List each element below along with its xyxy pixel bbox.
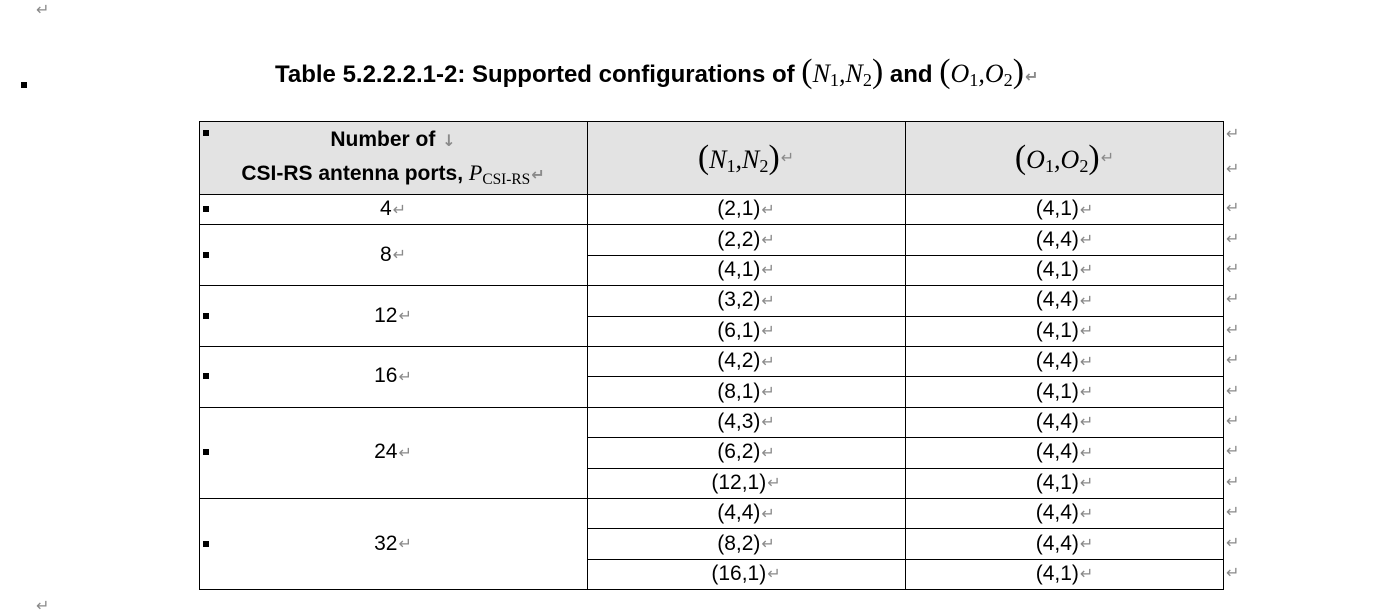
- o-pair-cell-text: (4,4): [1035, 288, 1079, 312]
- table-caption: [275, 52, 1038, 92]
- ports-cell: [199, 194, 587, 224]
- ports-cell: [199, 407, 587, 498]
- n-pair-cell-text: (4,2): [717, 349, 761, 373]
- paragraph-mark-icon: ↵: [761, 321, 775, 341]
- ports-cell: [199, 346, 587, 407]
- row-end-mark-icon: ↵: [1226, 350, 1240, 370]
- paragraph-mark-icon: ↵: [1079, 260, 1094, 280]
- row-end-mark-icon: ↵: [1226, 198, 1240, 218]
- paragraph-mark-icon: ↵: [398, 534, 412, 554]
- n-pair-cell-text: (16,1): [711, 561, 767, 585]
- o-pair-cell: [905, 376, 1224, 406]
- ports-cell-text: 12: [374, 303, 398, 327]
- o-pair-cell: [905, 285, 1224, 315]
- n-symbol: N: [845, 59, 863, 88]
- o-pair-formula: $(O_1,O_2)$: [939, 53, 1024, 90]
- row-bullet-icon: [203, 206, 209, 212]
- n-pair-cell-text: (8,1): [717, 379, 761, 403]
- table-column-rule: [905, 121, 906, 589]
- n-pair-cell: [587, 559, 905, 589]
- n1-subscript: 1: [829, 70, 839, 90]
- n-pair-cell-text: (6,2): [717, 440, 761, 464]
- paragraph-mark-icon: ↵: [761, 260, 775, 280]
- o-pair-cell-text: (4,1): [1035, 197, 1079, 221]
- o-pair-cell-text: (4,4): [1035, 227, 1079, 251]
- paragraph-mark-icon: ↵: [767, 564, 781, 584]
- n-pair-cell-text: (4,4): [717, 501, 761, 525]
- n-pair-cell: [587, 528, 905, 558]
- o-pair-cell: [905, 407, 1224, 437]
- table-column-rule: [587, 121, 588, 589]
- paragraph-mark-icon: ↵: [392, 199, 407, 219]
- paragraph-mark-icon: ↵: [1079, 503, 1094, 523]
- paragraph-mark-icon: ↵: [761, 382, 775, 402]
- row-end-mark-icon: ↵: [1226, 380, 1240, 400]
- o-pair-cell-text: (4,1): [1035, 561, 1079, 585]
- caption-prefix: Table 5.2.2.2.1-2: Supported configurations of: [275, 61, 802, 88]
- n-pair-cell: [587, 437, 905, 467]
- n-pair-cell-text: (2,2): [717, 227, 761, 251]
- o-symbol: O: [984, 59, 1004, 88]
- o-pair-cell-text: (4,4): [1035, 440, 1079, 464]
- n-pair-cell: [587, 285, 905, 315]
- o-pair-cell-text: (4,4): [1035, 501, 1079, 525]
- o1-subscript: 1: [1044, 155, 1055, 176]
- ports-cell-text: 8: [379, 242, 392, 266]
- paragraph-mark-icon: ↵: [761, 534, 775, 554]
- n-symbol: N: [709, 144, 727, 174]
- down-arrow-icon: ↓: [442, 131, 456, 150]
- row-end-mark-icon: ↵: [1226, 411, 1240, 430]
- o-symbol: O: [1026, 144, 1045, 174]
- paragraph-mark-icon: ↵: [761, 199, 775, 219]
- row-end-mark-icon: ↵: [1226, 228, 1240, 248]
- paragraph-mark-icon: ↵: [1025, 67, 1039, 86]
- header-ports: [199, 121, 587, 194]
- n2-subscript: 2: [759, 155, 769, 176]
- n-pair-cell: [587, 224, 905, 254]
- paragraph-mark-icon: ↵: [398, 366, 412, 386]
- table-rule: [199, 589, 1224, 590]
- header-o-formula: $(O_1,O_2)$: [1014, 138, 1100, 176]
- paragraph-mark-icon: ↵: [1079, 564, 1094, 584]
- o-symbol: O: [950, 59, 970, 88]
- o-pair-cell: [905, 437, 1224, 467]
- row-bullet-icon: [203, 449, 209, 455]
- o-pair-cell: [905, 528, 1224, 558]
- row-bullet-icon: [203, 373, 209, 379]
- header-ports-line2: CSI-RS antenna ports,: [241, 162, 464, 185]
- n-pair-cell: [587, 316, 905, 346]
- list-bullet-icon: [21, 82, 27, 88]
- row-bullet-icon: [203, 252, 209, 258]
- paragraph-mark-icon: ↵: [1079, 290, 1094, 310]
- n-pair-cell-text: (4,3): [717, 409, 761, 433]
- row-end-mark-icon: ↵: [1226, 124, 1240, 143]
- o-pair-cell-text: (4,1): [1035, 257, 1079, 281]
- o-pair-cell: [905, 194, 1224, 224]
- o-pair-cell: [905, 559, 1224, 589]
- p-csirs-formula: [468, 160, 531, 188]
- table-rule: [199, 121, 1224, 122]
- o-pair-cell: [905, 498, 1224, 528]
- paragraph-mark-icon: ↵: [392, 245, 407, 265]
- paragraph-mark-icon: ↵: [761, 230, 775, 250]
- paragraph-mark-icon: ↵: [1079, 199, 1094, 219]
- n-pair-cell: [587, 255, 905, 285]
- n-pair-cell-text: (4,1): [717, 257, 761, 281]
- paragraph-mark-icon: ↵: [398, 442, 412, 462]
- header-n-formula: $(N_1,N_2)$: [697, 138, 780, 176]
- p-symbol: P: [468, 160, 483, 185]
- o-pair-cell-text: (4,1): [1035, 318, 1079, 342]
- n-pair-cell: [587, 194, 905, 224]
- n-pair-cell-text: (2,1): [717, 197, 761, 221]
- o-symbol: O: [1060, 144, 1080, 174]
- paragraph-mark-icon: ↵: [36, 596, 50, 615]
- paragraph-mark-icon: ↵: [1079, 412, 1094, 432]
- n-pair-cell: [587, 346, 905, 376]
- paragraph-mark-icon: ↵: [761, 412, 775, 432]
- ports-cell: [199, 285, 587, 346]
- o-pair-cell-text: (4,1): [1035, 379, 1079, 403]
- row-bullet-icon: [203, 541, 209, 547]
- row-end-mark-icon: ↵: [1226, 502, 1240, 522]
- o-pair-cell-text: (4,4): [1035, 531, 1079, 555]
- n-pair-cell-text: (3,2): [717, 288, 761, 312]
- n-pair-cell-text: (8,2): [717, 531, 761, 555]
- paragraph-mark-icon: ↵: [1079, 473, 1094, 493]
- n-pair-cell-text: (12,1): [711, 470, 767, 494]
- paragraph-mark-icon: ↵: [1079, 382, 1094, 402]
- p-subscript: CSI-RS: [482, 171, 531, 188]
- ports-cell-text: 24: [374, 440, 398, 464]
- header-ports-line1: Number of: [330, 128, 436, 151]
- n-symbol: N: [812, 59, 830, 88]
- o-pair-cell-text: (4,4): [1035, 409, 1079, 433]
- caption-middle: and: [889, 61, 940, 88]
- row-end-mark-icon: ↵: [1226, 319, 1240, 339]
- n-pair-cell: [587, 468, 905, 498]
- row-end-mark-icon: ↵: [1226, 259, 1240, 278]
- o-pair-cell-text: (4,1): [1035, 470, 1079, 494]
- paragraph-mark-icon: ↵: [36, 0, 50, 19]
- row-end-mark-icon: ↵: [1226, 471, 1240, 491]
- paragraph-mark-icon: ↵: [1079, 351, 1094, 371]
- paragraph-mark-icon: ↵: [1079, 442, 1094, 462]
- n2-subscript: 2: [862, 70, 872, 90]
- o-pair-cell: [905, 346, 1224, 376]
- ports-cell-text: 32: [374, 531, 398, 555]
- n-pair-cell: [587, 407, 905, 437]
- n-symbol: N: [742, 144, 760, 174]
- paragraph-mark-icon: ↵: [1079, 230, 1094, 250]
- configurations-table: [199, 121, 1224, 591]
- n-pair-cell: [587, 376, 905, 406]
- ports-cell-text: 4: [379, 197, 392, 221]
- row-end-mark-icon: ↵: [1226, 441, 1240, 461]
- ports-cell-text: 16: [374, 364, 398, 388]
- row-end-mark-icon: ↵: [1226, 289, 1240, 309]
- paragraph-mark-icon: ↵: [1079, 534, 1094, 554]
- header-n-pair: [587, 121, 905, 194]
- row-end-mark-icon: ↵: [1226, 532, 1240, 552]
- o-pair-cell: [905, 224, 1224, 254]
- o1-subscript: 1: [969, 70, 979, 90]
- paragraph-mark-icon: ↵: [761, 290, 775, 310]
- n-pair-formula: $(N_1,N_2)$: [801, 53, 884, 90]
- o2-subscript: 2: [1003, 70, 1013, 90]
- ports-cell: [199, 224, 587, 285]
- paragraph-mark-icon: ↵: [761, 503, 775, 523]
- paragraph-mark-icon: ↵: [531, 165, 545, 184]
- o-pair-cell: [905, 316, 1224, 346]
- n-pair-cell-text: (6,1): [717, 318, 761, 342]
- paragraph-mark-icon: ↵: [1079, 321, 1094, 341]
- row-end-mark-icon: ↵: [1226, 563, 1240, 582]
- o-pair-cell: [905, 255, 1224, 285]
- o-pair-cell: [905, 468, 1224, 498]
- header-o-pair: [905, 121, 1224, 194]
- paragraph-mark-icon: ↵: [780, 148, 795, 167]
- o2-subscript: 2: [1079, 155, 1089, 176]
- row-bullet-icon: [203, 130, 209, 136]
- row-end-mark-icon: ↵: [1226, 159, 1240, 178]
- o-pair-cell-text: (4,4): [1035, 349, 1079, 373]
- n-pair-cell: [587, 498, 905, 528]
- paragraph-mark-icon: ↵: [1100, 148, 1115, 167]
- paragraph-mark-icon: ↵: [767, 473, 781, 493]
- ports-cell: [199, 498, 587, 589]
- paragraph-mark-icon: ↵: [761, 351, 775, 371]
- row-bullet-icon: [203, 313, 209, 319]
- paragraph-mark-icon: ↵: [761, 442, 775, 462]
- n1-subscript: 1: [726, 155, 736, 176]
- paragraph-mark-icon: ↵: [398, 306, 412, 326]
